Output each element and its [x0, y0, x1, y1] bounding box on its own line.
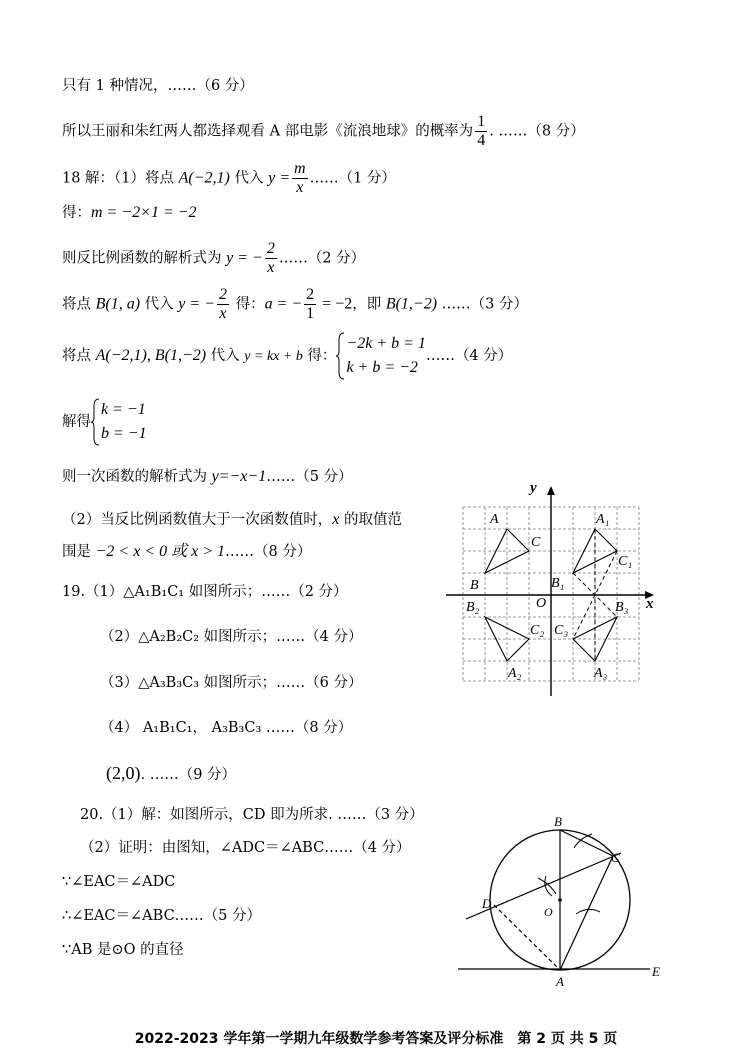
q19-line-5 [106, 763, 236, 785]
system-row-1: k = −1 [101, 401, 146, 418]
q19-line-2: （2）△A₂B₂C₂ 如图所示；……（4 分） [100, 629, 363, 645]
label-a3: A₃ [594, 666, 608, 681]
l10-x: x [332, 511, 340, 528]
q18-intro: 18 解：（1）将点 [62, 170, 179, 187]
frac-den: x [267, 259, 275, 276]
center-dot [558, 898, 562, 902]
fraction-2-over-x [265, 240, 277, 277]
label-a1: A₁ [596, 512, 610, 527]
system-row-2: b = −1 [101, 425, 147, 442]
l7-points: A(−2,1), B(1,−2) [95, 347, 207, 364]
fraction-2-over-x-b [217, 286, 229, 323]
l6-point-b: B(1, a) [95, 295, 141, 313]
triangle-abc [485, 529, 529, 573]
frac-num: 2 [306, 286, 315, 303]
l6-ji: ，即 [352, 296, 386, 313]
q18-line-2 [62, 203, 197, 223]
y-axis-label: y [530, 480, 537, 496]
q19-line-4: （4） A₁B₁C₁， A₃B₃C₃ ……（8 分） [100, 720, 353, 736]
q18-y: y = [268, 169, 291, 187]
q20-line-4: ∴∠EAC＝∠ABC……（5 分） [62, 908, 261, 924]
construction-arcs [538, 834, 600, 914]
q18-line-4 [62, 286, 528, 323]
label-b2: B₂ [466, 600, 480, 615]
label-c2: C₂ [530, 623, 545, 638]
label-b: B [554, 816, 562, 829]
q18-line-9 [62, 542, 311, 562]
equation-system-2 [91, 398, 147, 446]
label-a: A [556, 974, 564, 989]
frac-num: 2 [218, 286, 227, 303]
l6-score: ……（3 分） [437, 296, 529, 313]
label-c: C [611, 850, 620, 865]
label-d: D [482, 896, 492, 911]
frac-num: m [294, 160, 306, 177]
l4-de: 得： [62, 205, 91, 221]
label-o: O [544, 905, 553, 919]
l9-func: y=−x−1 [211, 468, 267, 485]
system-row-1: −2k + b = 1 [346, 335, 426, 352]
l9-a: 则一次函数的解析式为 [62, 469, 212, 485]
label-b1: B₁ [551, 576, 565, 591]
fraction-one-quarter [475, 113, 487, 150]
segment-bc [560, 830, 613, 856]
brace-icon [336, 332, 345, 380]
label-a2: A₂ [508, 666, 522, 681]
l5-y: y = − [226, 249, 263, 267]
q18-line-3 [62, 240, 365, 277]
l9-score: ……（5 分） [266, 469, 353, 485]
text-line-2 [62, 113, 585, 150]
q18-line-7 [62, 467, 353, 487]
q18-score: ……（1 分） [309, 170, 396, 187]
frac-den: 4 [477, 132, 486, 149]
origin-label: O [536, 596, 547, 611]
label-c1: C₁ [618, 554, 633, 569]
label-a: A [490, 512, 499, 527]
l6-eq: = −2 [318, 295, 353, 313]
q18-line-8 [62, 510, 402, 530]
l10-a: （2）当反比例函数值大于一次函数值时， [62, 512, 333, 528]
fraction-m-over-x [292, 160, 308, 197]
q19-point: (2,0) [106, 763, 141, 783]
brace-icon [91, 398, 100, 446]
q20-line-2: （2）证明：由图知，∠ADC＝∠ABC……（4 分） [80, 840, 411, 856]
circle-figure [456, 816, 666, 994]
y-arrow-icon [547, 486, 555, 495]
text-line-2-b: . ……（8 分） [489, 123, 585, 140]
q18-line-5 [62, 332, 512, 380]
q20-line-5: ∵AB 是⊙O 的直径 [62, 942, 184, 958]
l6-de: 得： [230, 296, 265, 313]
l7-func: y = kx + b [244, 349, 303, 364]
point-a: A(−2,1) [178, 169, 230, 187]
l5-a: 则反比例函数的解析式为 [62, 250, 227, 267]
q19-score: . ……（9 分） [140, 767, 237, 783]
l6-b-point: B(1,−2) [385, 295, 438, 313]
q20-line-3: ∵∠EAC＝∠ADC [62, 874, 176, 890]
l7-sub: 代入 [206, 348, 245, 364]
label-b3: B₃ [615, 600, 629, 615]
label-e: E [652, 964, 660, 979]
q19-line-3: （3）△A₃B₃C₃ 如图所示；……（6 分） [100, 675, 363, 691]
frac-den: 1 [306, 305, 315, 322]
label-b: B [470, 578, 479, 593]
l6-a: 将点 [62, 296, 96, 313]
q20-line-1: 20.（1）解：如图所示，CD 即为所求. ……（3 分） [80, 807, 424, 823]
l7-score: ……（4 分） [425, 348, 513, 364]
l11-range: −2 < x < 0 或 x > 1 [95, 543, 226, 560]
coordinate-grid-figure [440, 474, 670, 706]
q18-line-1 [62, 160, 396, 197]
label-c3: C₃ [554, 623, 569, 638]
text-line-2-a: 所以王丽和朱红两人都选择观看 A 部电影《流浪地球》的概率为 [62, 123, 474, 140]
system-row-2: k + b = −2 [346, 359, 418, 376]
l6-y: y = − [178, 295, 215, 313]
text-line-1: 只有 1 种情况，……（6 分） [62, 78, 254, 94]
q19-line-1: 19.（1）△A₁B₁C₁ 如图所示；……（2 分） [62, 584, 348, 600]
q18-sub: 代入 [229, 170, 269, 187]
l10-b: 的取值范 [339, 512, 402, 528]
l6-a-var: a = − [264, 295, 303, 313]
page-footer: 2022-2023 学年第一学期九年级数学参考答案及评分标准 第 2 页 共 5 页 [134, 1031, 618, 1047]
l7-de: 得： [302, 348, 337, 364]
l6-sub: 代入 [140, 296, 179, 313]
frac-num: 1 [477, 113, 486, 130]
fraction-2-over-1 [304, 286, 316, 323]
equation-system-1 [336, 332, 426, 380]
l11-a: 围是 [62, 544, 96, 560]
l5-score: ……（2 分） [278, 250, 366, 267]
x-axis-label: x [646, 596, 654, 612]
frac-den: x [219, 305, 227, 322]
frac-num: 2 [266, 240, 275, 257]
l4-expr: m = −2×1 = −2 [91, 204, 197, 221]
l8-a: 解得 [62, 414, 91, 430]
label-c: C [531, 535, 541, 550]
l11-score: ……（8 分） [225, 544, 312, 560]
frac-den: x [296, 179, 304, 196]
l7-a: 将点 [62, 348, 96, 364]
q18-line-6 [62, 398, 147, 446]
